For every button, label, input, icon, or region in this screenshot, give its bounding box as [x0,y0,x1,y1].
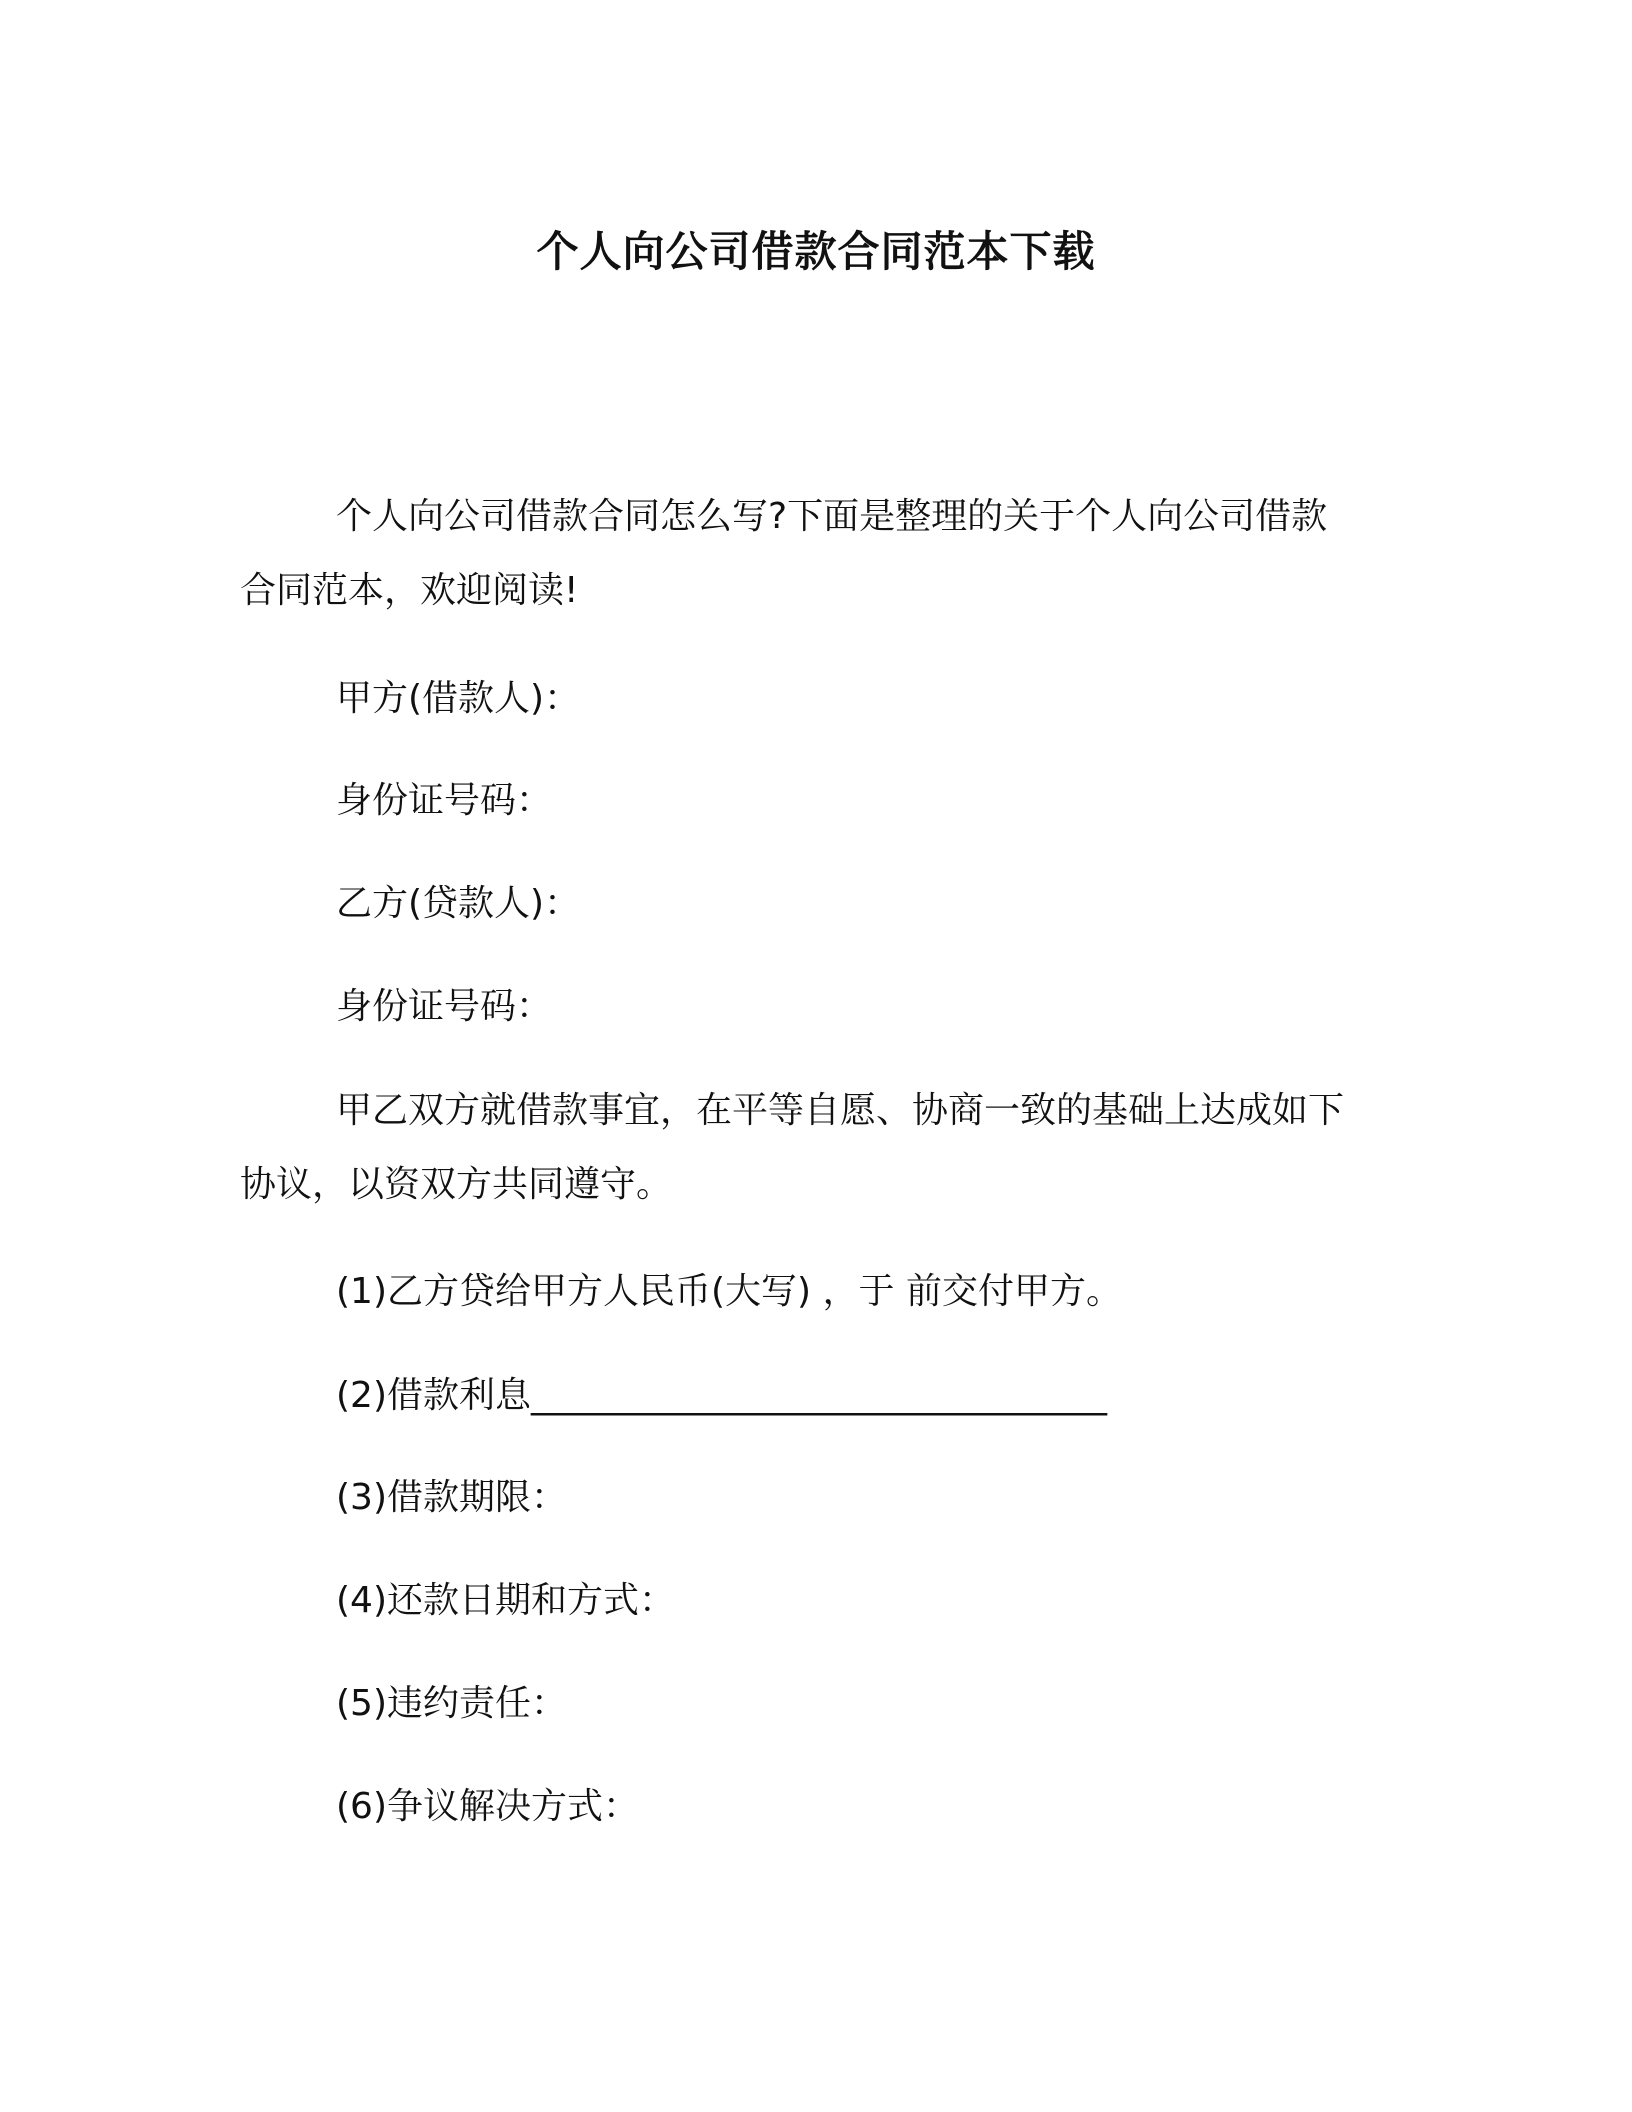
party-b-id-label: 身份证号码： [336,986,553,1027]
party-b-label: 乙方(贷款人)： [336,883,581,924]
clause-2: (2)借款利息________________________________ [336,1375,1107,1416]
party-a-id-label: 身份证号码： [336,780,553,821]
clause-4: (4)还款日期和方式： [336,1580,675,1621]
clause-6: (6)争议解决方式： [336,1786,639,1827]
document-title: 个人向公司借款合同范本下载 [536,227,1096,276]
clause-3: (3)借款期限： [336,1477,567,1518]
agreement-paragraph [240,1087,1390,1209]
agreement-line-2: 协议，以资双方共同遵守。 [240,1164,673,1205]
intro-line-1: 个人向公司借款合同怎么写?下面是整理的关于个人向公司借款 [336,496,1328,537]
clause-5: (5)违约责任： [336,1683,567,1724]
party-a-label: 甲方(借款人)： [336,678,581,719]
clause-1: (1)乙方贷给甲方人民币(大写) ，于 前交付甲方。 [336,1271,1122,1312]
agreement-line-1: 甲乙双方就借款事宜，在平等自愿、协商一致的基础上达成如下 [336,1090,1345,1131]
intro-line-2: 合同范本，欢迎阅读! [240,570,579,611]
intro-paragraph [240,493,1390,615]
